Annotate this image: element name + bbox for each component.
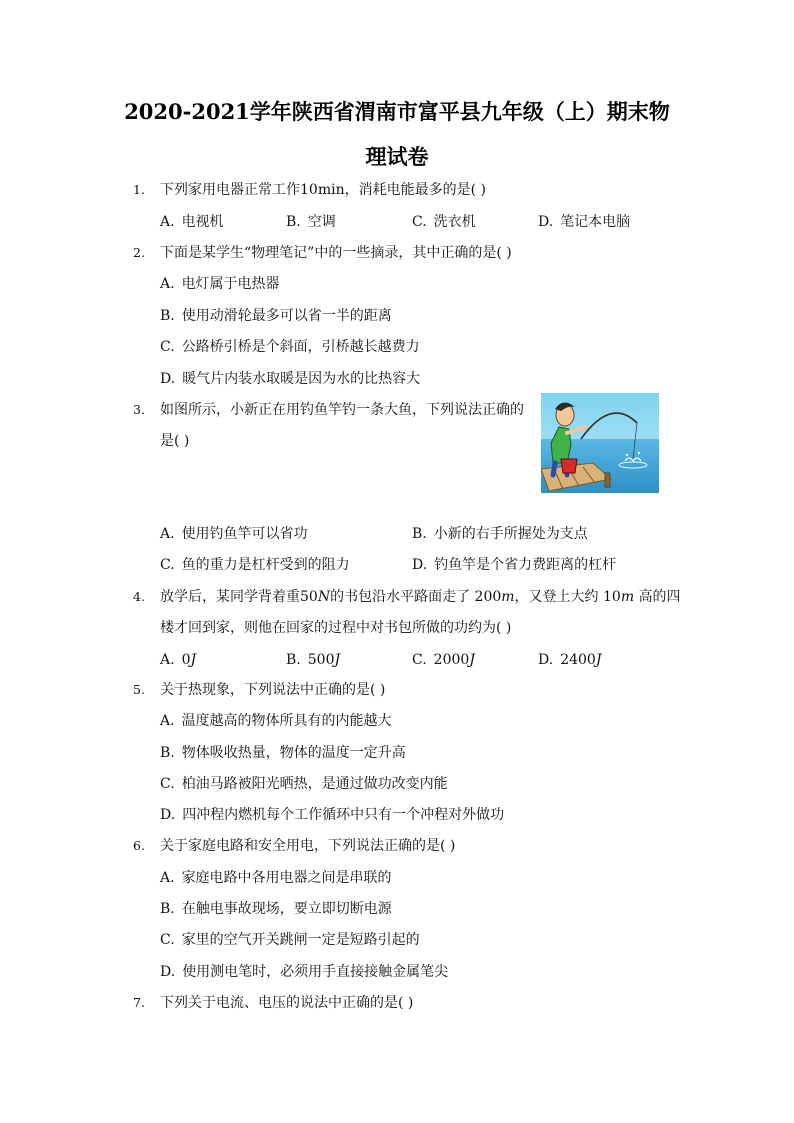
q5-option-c[interactable]: C. 柏油马路被阳光晒热，是通过做功改变内能	[160, 776, 448, 792]
q3-option-d[interactable]: D. 钓鱼竿是个省力费距离的杠杆	[412, 557, 617, 573]
q6-option-c[interactable]: C. 家里的空气开关跳闸一定是短路引起的	[160, 932, 420, 948]
q4-option-d[interactable]: D. 2400J	[538, 652, 602, 668]
question-number: 7.	[133, 995, 145, 1010]
q1-option-a[interactable]: A. 电视机	[160, 214, 224, 230]
question-number: 2.	[133, 245, 145, 260]
q3-option-c[interactable]: C. 鱼的重力是杠杆受到的阻力	[160, 557, 350, 573]
question-1	[0, 178, 794, 202]
question-4	[0, 585, 794, 609]
question-text-line-1: 放学后，某同学背着重50N的书包沿水平路面走了 200m，又登上大约 10m 高的四	[160, 589, 681, 605]
question-2	[0, 241, 794, 265]
q2-option-c[interactable]: C. 公路桥引桥是个斜面，引桥越长越费力	[160, 339, 420, 355]
question-number: 1.	[133, 182, 145, 197]
question-number: 6.	[133, 838, 145, 853]
question-text: 关于热现象，下列说法中正确的是( )	[160, 682, 386, 698]
q5-option-d[interactable]: D. 四冲程内燃机每个工作循环中只有一个冲程对外做功	[160, 807, 505, 823]
question-text-line-1: 如图所示，小新正在用钓鱼竿钓一条大鱼，下列说法正确的	[160, 402, 524, 418]
q5-option-b[interactable]: B. 物体吸收热量，物体的温度一定升高	[160, 745, 406, 761]
q1-option-d[interactable]: D. 笔记本电脑	[538, 214, 631, 230]
question-3-cont	[0, 429, 794, 453]
question-text-line-2: 是( )	[160, 433, 190, 449]
question-number: 4.	[133, 589, 145, 604]
q1-option-c[interactable]: C. 洗衣机	[412, 214, 476, 230]
question-text: 下列关于电流、电压的说法中正确的是( )	[160, 995, 414, 1011]
question-5	[0, 678, 794, 702]
question-4-cont	[0, 616, 794, 640]
q2-option-a[interactable]: A. 电灯属于电热器	[160, 276, 280, 292]
q3-option-a[interactable]: A. 使用钓鱼竿可以省功	[160, 526, 308, 542]
question-7	[0, 991, 794, 1015]
q6-option-a[interactable]: A. 家庭电路中各用电器之间是串联的	[160, 870, 392, 886]
q2-option-d[interactable]: D. 暖气片内装水取暖是因为水的比热容大	[160, 371, 421, 387]
q4-option-c[interactable]: C. 2000J	[412, 652, 475, 668]
question-3	[0, 398, 794, 422]
question-text-line-2: 楼才回到家，则他在回家的过程中对书包所做的功约为( )	[160, 620, 512, 636]
question-text: 关于家庭电路和安全用电，下列说法正确的是( )	[160, 838, 456, 854]
q5-option-a[interactable]: A. 温度越高的物体所具有的内能越大	[160, 713, 392, 729]
question-text: 下面是某学生“物理笔记”中的一些摘录，其中正确的是( )	[160, 245, 512, 261]
fishing-figure-svg	[541, 393, 659, 493]
fishing-illustration	[541, 393, 659, 493]
q3-option-b[interactable]: B. 小新的右手所握处为支点	[412, 526, 588, 542]
q4-option-b[interactable]: B. 500J	[286, 652, 341, 668]
q2-option-b[interactable]: B. 使用动滑轮最多可以省一半的距离	[160, 308, 392, 324]
question-6	[0, 834, 794, 858]
q4-option-a[interactable]: A. 0J	[160, 652, 197, 668]
question-number: 3.	[133, 402, 145, 417]
q6-option-d[interactable]: D. 使用测电笔时，必须用手直接接触金属笔尖	[160, 964, 449, 980]
page-title-line-1: 2020-2021学年陕西省渭南市富平县九年级（上）期末物	[124, 99, 670, 124]
q6-option-b[interactable]: B. 在触电事故现场，要立即切断电源	[160, 901, 392, 917]
question-number: 5.	[133, 682, 145, 697]
q1-option-b[interactable]: B. 空调	[286, 214, 336, 230]
page-title-line-2: 理试卷	[365, 144, 429, 169]
question-text: 下列家用电器正常工作10min，消耗电能最多的是( )	[160, 182, 486, 198]
